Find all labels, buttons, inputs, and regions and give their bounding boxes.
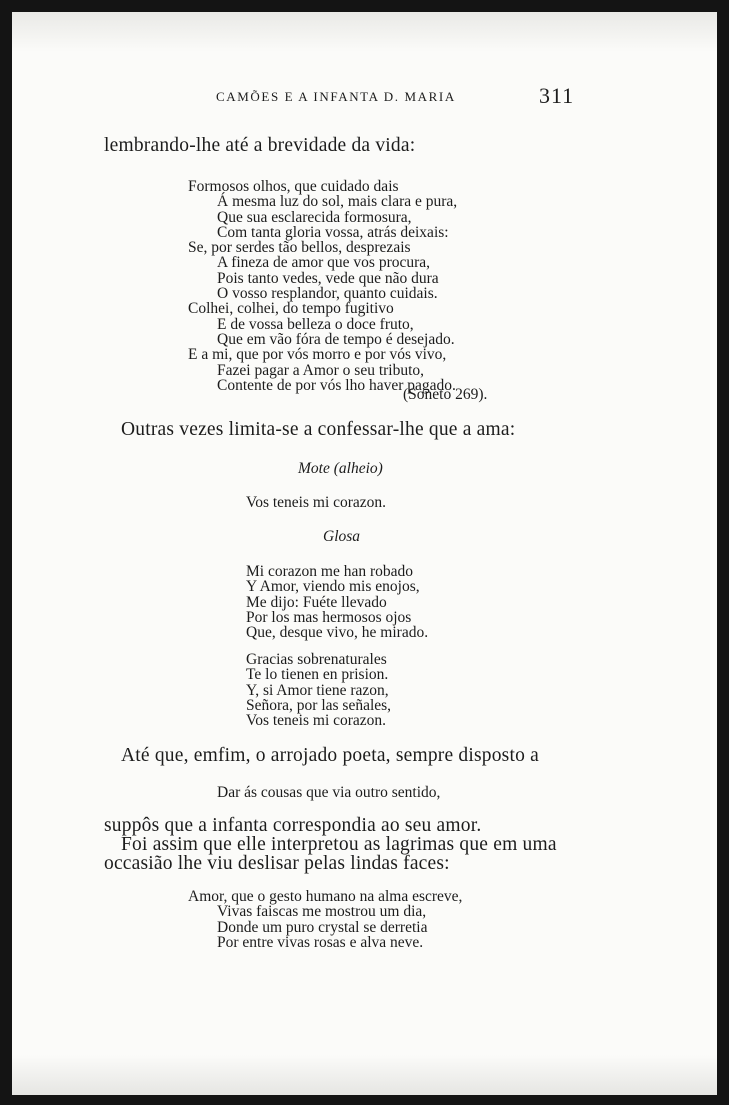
quoted-verse-line: Dar ás cousas que via outro sentido, — [217, 784, 441, 801]
verse-line: Me dijo: Fuéte llevado — [246, 593, 387, 611]
verse-line: Que em vão fóra de tempo é desejado. — [217, 330, 455, 348]
verse-line: Gracias sobrenaturales — [246, 651, 387, 668]
verse-line: Formosos olhos, que cuidado dais — [188, 178, 399, 195]
page-edge-bottom — [12, 1055, 717, 1095]
paragraph-2-line-1: Foi assim que elle interpretou as lagrimas que em uma — [121, 834, 557, 855]
final-verse — [188, 889, 462, 950]
verse-line: Mi corazon me han robado — [246, 563, 413, 580]
verse-line: Com tanta gloria vossa, atrás deixais: — [217, 223, 449, 241]
verse-line: A fineza de amor que vos procura, — [217, 254, 431, 272]
intro-line-3: Até que, emfim, o arrojado poeta, sempre disposto a — [121, 745, 539, 766]
verse-line: Donde um puro crystal se derretia — [217, 918, 428, 936]
intro-line-2: Outras vezes limita-se a confessar-lhe que a ama: — [121, 419, 516, 440]
verse-line: Y Amor, viendo mis enojos, — [246, 578, 420, 596]
mote-line: Vos teneis mi corazon. — [246, 494, 387, 511]
verse-line: Y, si Amor tiene razon, — [246, 681, 389, 699]
paragraph-2-line-2: occasião lhe viu deslisar pelas lindas faces: — [104, 853, 450, 874]
verse-line: Que, desque vivo, he mirado. — [246, 624, 429, 642]
verse-line: E a mi, que por vós morro e por vós vivo, — [188, 346, 447, 364]
page-edge-top — [12, 12, 717, 52]
intro-line-1: lembrando-lhe até a brevidade da vida: — [104, 135, 416, 156]
verse-line: Vivas faiscas me mostrou um dia, — [217, 903, 427, 921]
verse-line: Fazei pagar a Amor o seu tributo, — [217, 361, 425, 379]
verse-line: O vosso resplandor, quanto cuidais. — [217, 285, 438, 303]
verse-line: Vos teneis mi corazon. — [246, 712, 387, 730]
glosa-stanza-2 — [246, 652, 391, 728]
mote-heading: Mote (alheio) — [298, 460, 383, 477]
verse-line: Te lo tienen en prision. — [246, 666, 389, 684]
paragraph-1: suppôs que a infanta correspondia ao seu amor. — [104, 815, 482, 836]
verse-line: Señora, por las señales, — [246, 696, 392, 714]
glosa-heading: Glosa — [323, 528, 361, 545]
glosa-stanza-1 — [246, 564, 428, 640]
verse-line: Por entre vivas rosas e alva neve. — [217, 933, 424, 951]
running-title: CAMÕES E A INFANTA D. MARIA — [216, 89, 456, 104]
verse-line: Colhei, colhei, do tempo fugitivo — [188, 300, 394, 318]
sonnet-citation: (Soneto 269). — [403, 386, 488, 403]
verse-line: Que sua esclarecida formosura, — [217, 208, 412, 226]
verse-line: Contente de por vós lho haver pagado. — [217, 376, 456, 394]
verse-line: Pois tanto vedes, vede que não dura — [217, 269, 439, 287]
verse-line: Se, por serdes tão bellos, desprezais — [188, 239, 411, 257]
page-number: 311 — [539, 83, 575, 108]
sonnet-verse — [188, 179, 457, 393]
verse-line: Á mesma luz do sol, mais clara e pura, — [217, 193, 458, 211]
verse-line: Amor, que o gesto humano na alma escreve, — [188, 888, 463, 905]
verse-line: E de vossa belleza o doce fruto, — [217, 315, 414, 333]
verse-line: Por los mas hermosos ojos — [246, 608, 412, 626]
